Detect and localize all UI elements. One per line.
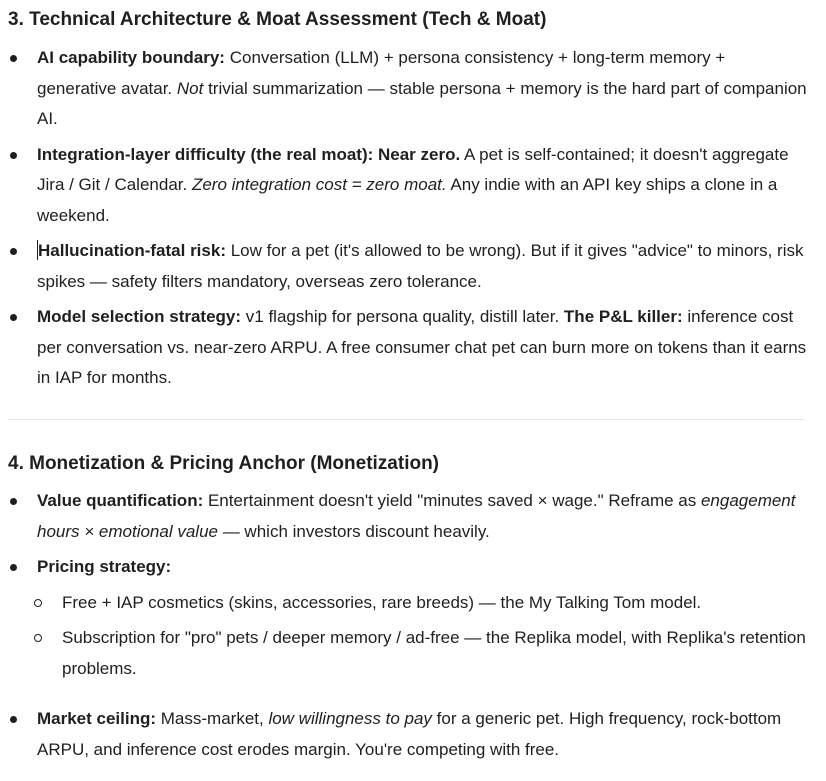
item-text: Any indie with an API key ships a clone in a weekend. xyxy=(37,175,778,225)
item-emphasis: engagement hours × emotional value xyxy=(37,491,796,541)
list-item-hallucination-risk xyxy=(0,236,826,297)
list-item-market-ceiling xyxy=(0,704,826,765)
item-text: Mass-market, xyxy=(156,709,269,728)
item-label: Value quantification: xyxy=(37,491,204,510)
item-bold: Near zero. xyxy=(373,144,461,164)
section-4-list xyxy=(0,486,826,765)
item-bold: The P&L killer: xyxy=(563,307,683,326)
item-text: Entertainment doesn't yield "minutes saved × wage." Reframe as xyxy=(203,491,701,510)
item-text: trivial summarization — stable persona + memory is the hard part of companion AI. xyxy=(37,78,807,128)
section-3-heading: 3. Technical Architecture & Moat Assessment (Tech & Moat) xyxy=(8,9,547,30)
item-emphasis: Zero integration cost = zero moat. xyxy=(191,175,447,194)
item-text: — which investors discount heavily. xyxy=(217,521,490,541)
item-label: AI capability boundary: xyxy=(37,48,225,67)
item-label: Integration-layer difficulty (the real moat): xyxy=(37,144,374,164)
list-item-ai-capability xyxy=(0,43,826,135)
item-text: for a generic pet. High frequency, rock-bottom ARPU, and inference cost erodes margin. You're competing with free. xyxy=(37,709,782,759)
item-label: Pricing strategy: xyxy=(37,557,172,576)
item-emphasis: low willingness to pay xyxy=(268,709,432,728)
list-item-value-quantification xyxy=(0,486,826,547)
item-text: v1 flagship for persona quality, distill later. xyxy=(241,307,564,326)
item-text: Conversation (LLM) + persona consistency + long-term memory + generative avatar. xyxy=(37,48,726,98)
section-3-list xyxy=(0,43,826,394)
sub-item-iap: Free + IAP cosmetics (skins, accessories, rare breeds) — the My Talking Tom model. xyxy=(0,588,826,619)
section-divider xyxy=(8,419,804,420)
list-item-model-selection xyxy=(0,302,826,394)
item-label: Market ceiling: xyxy=(37,709,157,728)
section-4-heading: 4. Monetization & Pricing Anchor (Monetization) xyxy=(8,453,440,474)
item-label: Hallucination-fatal risk: xyxy=(38,241,226,260)
item-text: Low for a pet (it's allowed to be wrong). But if it gives "advice" to minors, risk spikes — safety filters mandatory, overseas zero tolerance. xyxy=(37,241,804,291)
list-item-integration-layer xyxy=(0,140,826,232)
item-emphasis: Not xyxy=(176,78,204,98)
item-text: inference cost per conversation vs. near-zero ARPU. A free consumer chat pet can burn more on tokens than it earns in IAP for months. xyxy=(37,307,807,387)
list-item-pricing-strategy xyxy=(0,552,826,583)
item-text: A pet is self-contained; it doesn't aggregate Jira / Git / Calendar. xyxy=(37,144,789,194)
item-label: Model selection strategy: xyxy=(37,307,242,326)
sub-item-subscription: Subscription for "pro" pets / deeper memory / ad-free — the Replika model, with Replika's retention problems. xyxy=(0,623,826,684)
